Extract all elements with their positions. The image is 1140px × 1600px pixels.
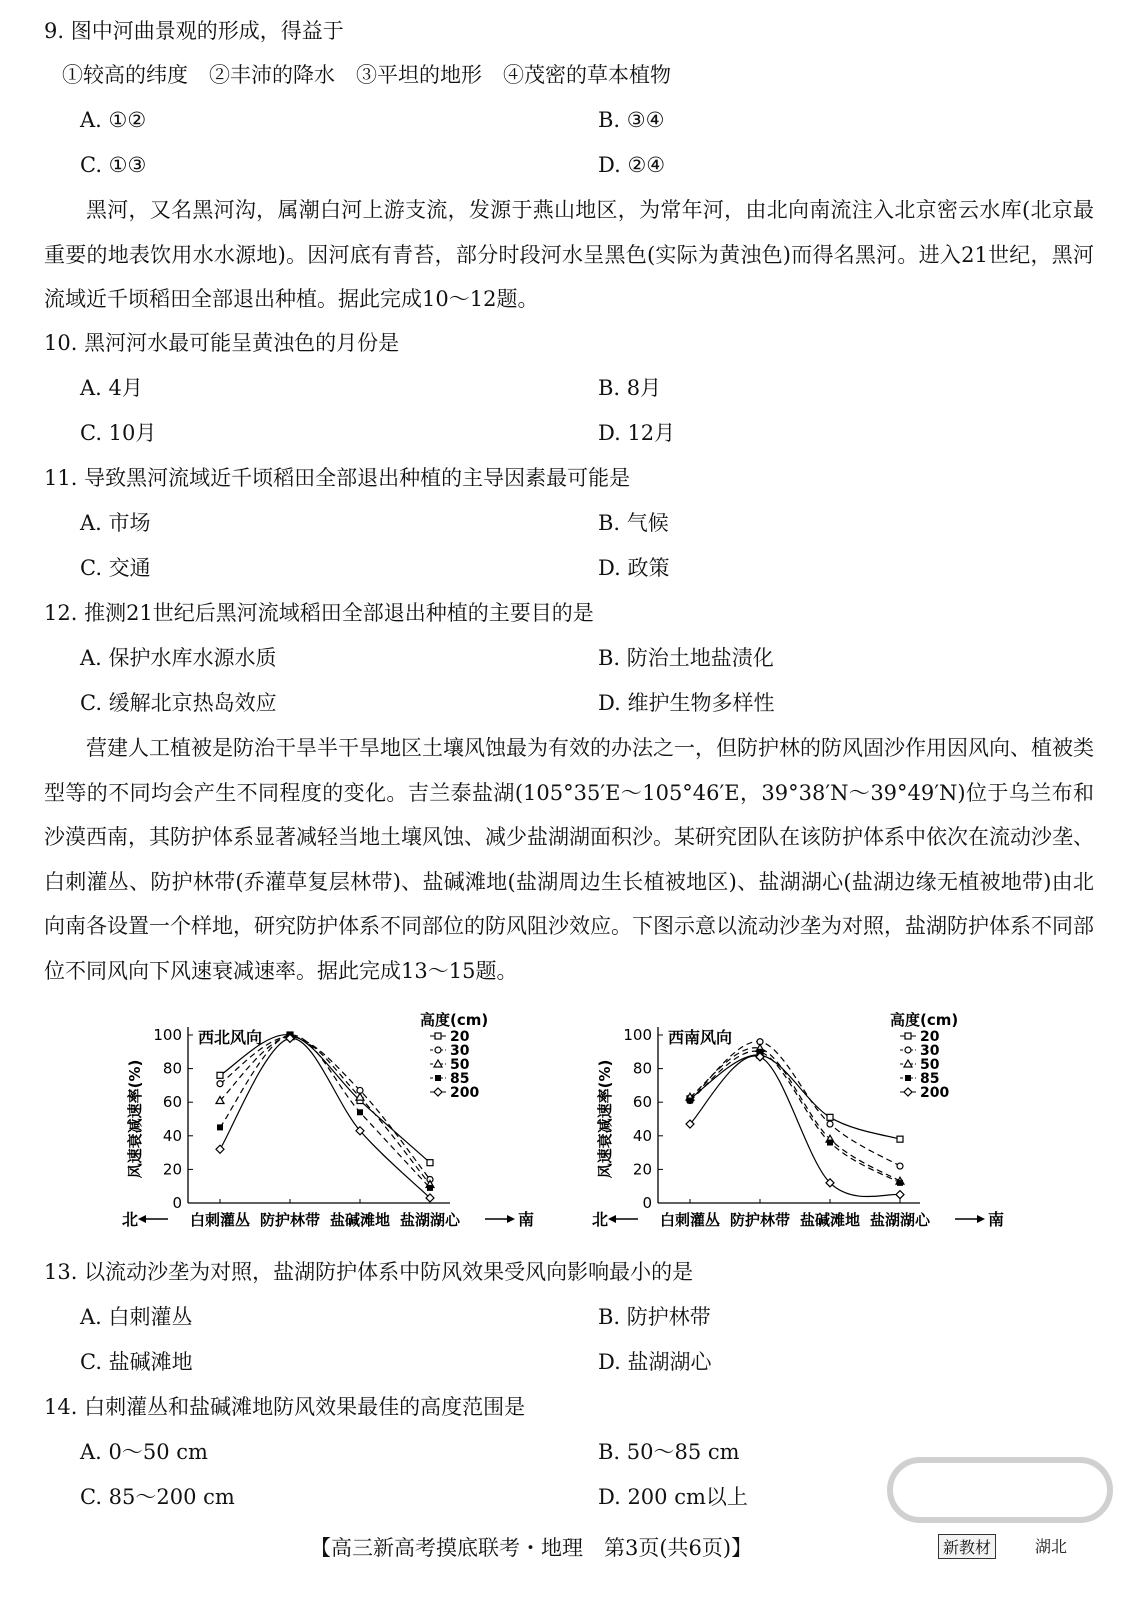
north-arrow-head — [608, 1215, 616, 1223]
legend-title: 高度(cm) — [890, 1011, 959, 1029]
q13-option-a: A. 白刺灌丛 — [80, 1305, 193, 1329]
q12-option-d: D. 维护生物多样性 — [598, 691, 775, 715]
q9-option-b: B. ③④ — [598, 108, 665, 132]
q11-stem: 11. 导致黑河流域近千顷稻田全部退出种植的主导因素最可能是 — [44, 466, 631, 490]
q9-option-a: A. ①② — [80, 108, 147, 132]
north-label: 北 — [122, 1210, 139, 1229]
q13-option-d: D. 盐湖湖心 — [598, 1350, 712, 1374]
x-tick-label: 盐碱滩地 — [799, 1211, 861, 1229]
chart-title: 西北风向 — [198, 1028, 263, 1047]
south-label: 南 — [988, 1210, 1005, 1229]
q11-option-c: C. 交通 — [80, 556, 151, 580]
q14-option-d: D. 200 cm以上 — [598, 1485, 748, 1509]
q11-option-d: D. 政策 — [598, 556, 670, 580]
x-tick-label: 白刺灌丛 — [189, 1211, 251, 1229]
legend-marker — [435, 1033, 441, 1039]
legend-label-30: 30 — [920, 1043, 940, 1059]
legend-label-85: 85 — [450, 1071, 470, 1087]
data-point-30 — [827, 1121, 833, 1127]
q10-option-a: A. 4月 — [80, 376, 143, 400]
legend-label-200: 200 — [920, 1085, 950, 1101]
series-line-85 — [690, 1051, 900, 1183]
legend-marker — [905, 1075, 911, 1081]
y-tick-label: 60 — [162, 1093, 182, 1112]
legend-label-30: 30 — [450, 1043, 470, 1059]
data-point-20 — [827, 1114, 833, 1120]
x-tick-label: 防护林带 — [259, 1211, 321, 1229]
q11-option-b: B. 气候 — [598, 511, 669, 535]
q10-option-d: D. 12月 — [598, 421, 676, 445]
south-arrow-head — [507, 1215, 515, 1223]
chart-group — [592, 1011, 1004, 1229]
series-line-85 — [220, 1035, 430, 1188]
data-point-200 — [896, 1191, 904, 1199]
y-tick-label: 100 — [623, 1026, 652, 1044]
page-footer: 【高三新高考摸底联考・地理 第3页(共6页)】 — [310, 1536, 753, 1560]
legend-label-20: 20 — [920, 1029, 940, 1045]
q9-option-c: C. ①③ — [80, 153, 147, 177]
south-arrow-head — [977, 1215, 985, 1223]
data-point-30 — [897, 1163, 903, 1169]
y-tick-label: 0 — [172, 1194, 182, 1212]
y-tick-label: 40 — [632, 1126, 652, 1145]
q13-stem: 13. 以流动沙垄为对照，盐湖防护体系中防风效果受风向影响最小的是 — [44, 1260, 694, 1284]
y-tick-label: 20 — [632, 1160, 652, 1179]
chart-group — [122, 1011, 534, 1229]
data-point-20 — [897, 1136, 903, 1142]
legend-label-85: 85 — [920, 1071, 940, 1087]
q10-stem: 10. 黑河河水最可能呈黄浊色的月份是 — [44, 331, 400, 355]
chart-northwest-wind — [120, 1005, 540, 1240]
south-label: 南 — [518, 1210, 535, 1229]
x-tick-label: 防护林带 — [729, 1211, 791, 1229]
q11-option-a: A. 市场 — [80, 511, 151, 535]
chart-southwest-svg — [590, 1005, 1010, 1235]
chart-southwest-wind — [590, 1005, 1010, 1240]
y-tick-label: 60 — [632, 1093, 652, 1112]
q9-option-d: D. ②④ — [598, 153, 666, 177]
q14-stem: 14. 白刺灌丛和盐碱滩地防风效果最佳的高度范围是 — [44, 1395, 526, 1419]
q14-option-a: A. 0～50 cm — [80, 1440, 208, 1464]
y-tick-label: 80 — [632, 1059, 652, 1078]
data-point-85 — [217, 1124, 223, 1130]
legend-marker — [434, 1088, 442, 1096]
legend-marker — [435, 1047, 441, 1053]
legend-label-50: 50 — [450, 1057, 470, 1073]
q14-option-b: B. 50～85 cm — [598, 1440, 740, 1464]
q12-option-c: C. 缓解北京热岛效应 — [80, 691, 277, 715]
q13-option-b: B. 防护林带 — [598, 1305, 711, 1329]
series-line-50 — [220, 1037, 430, 1185]
chart-title: 西南风向 — [668, 1028, 733, 1047]
x-tick-label: 盐湖湖心 — [399, 1211, 461, 1229]
x-tick-label: 盐湖湖心 — [869, 1211, 931, 1229]
y-tick-label: 80 — [162, 1059, 182, 1078]
passage-heihe: 黑河，又名黑河沟，属潮白河上游支流，发源于燕山地区，为常年河，由北向南流注入北京密云水库(北京最重要的地表饮用水水源地)。因河底有青苔，部分时段河水呈黑色(实际为黄浊色)而得名黑河。进入21世纪，黑河流域近千顷稻田全部退出种植。据此完成10～12题。 — [44, 198, 1094, 311]
y-tick-label: 20 — [162, 1160, 182, 1179]
series-line-20 — [690, 1055, 900, 1139]
data-point-30 — [217, 1081, 223, 1087]
data-point-200 — [216, 1145, 224, 1153]
legend-marker — [904, 1088, 912, 1096]
legend-marker — [905, 1033, 911, 1039]
legend-label-50: 50 — [920, 1057, 940, 1073]
x-tick-label: 盐碱滩地 — [329, 1211, 391, 1229]
q14-option-c: C. 85～200 cm — [80, 1485, 235, 1509]
y-axis-label: 风速衰减速率(%) — [126, 1059, 144, 1179]
q9-items: ①较高的纬度 ②丰沛的降水 ③平坦的地形 ④茂密的草本植物 — [62, 63, 671, 87]
series-line-30 — [690, 1042, 900, 1167]
chart-northwest-svg — [120, 1005, 540, 1235]
legend-marker — [435, 1075, 441, 1081]
y-axis-label: 风速衰减速率(%) — [596, 1059, 614, 1179]
x-tick-label: 白刺灌丛 — [659, 1211, 721, 1229]
badge-region: 湖北 — [1035, 1537, 1068, 1556]
badge-new-textbook: 新教材 — [938, 1534, 996, 1559]
data-point-85 — [357, 1109, 363, 1115]
q13-option-c: C. 盐碱滩地 — [80, 1350, 193, 1374]
watermark-logo — [880, 1450, 1120, 1530]
y-tick-label: 100 — [153, 1026, 182, 1044]
north-label: 北 — [592, 1210, 609, 1229]
q10-option-c: C. 10月 — [80, 421, 157, 445]
legend-marker — [905, 1047, 911, 1053]
passage-jilantai: 营建人工植被是防治干旱半干旱地区土壤风蚀最为有效的办法之一，但防护林的防风固沙作用因风向、植被类型等的不同均会产生不同程度的变化。吉兰泰盐湖(105°35′E～105°46′E，39°38′N～39°49′N)位于乌兰布和沙漠西南，其防护体系显著减轻当地土壤风蚀、减少盐湖湖面积沙。某研究团队在该防护体系中依次在流动沙垄、白刺灌丛、防护林带(乔灌草复层林带)、盐碱滩地(盐湖周边生长植被地区)、盐湖湖心(盐湖边缘无植被地带)由北向南各设置一个样地，研究防护体系不同部位的防风阻沙效应。下图示意以流动沙垄为对照，盐湖防护体系不同部位不同风向下风速衰减速率。据此完成13～15题。 — [44, 736, 1094, 983]
y-tick-label: 0 — [642, 1194, 652, 1212]
legend-title: 高度(cm) — [420, 1011, 489, 1029]
data-point-20 — [427, 1160, 433, 1166]
q12-option-b: B. 防治土地盐渍化 — [598, 646, 774, 670]
q12-stem: 12. 推测21世纪后黑河流域稻田全部退出种植的主要目的是 — [44, 601, 594, 625]
legend-label-200: 200 — [450, 1085, 480, 1101]
north-arrow-head — [138, 1215, 146, 1223]
data-point-85 — [827, 1140, 833, 1146]
q9-stem: 9. 图中河曲景观的形成，得益于 — [44, 19, 344, 43]
legend-label-20: 20 — [450, 1029, 470, 1045]
y-tick-label: 40 — [162, 1126, 182, 1145]
q12-option-a: A. 保护水库水源水质 — [80, 646, 277, 670]
q10-option-b: B. 8月 — [598, 376, 662, 400]
data-point-85 — [897, 1180, 903, 1186]
data-point-85 — [687, 1098, 693, 1104]
data-point-20 — [217, 1072, 223, 1078]
series-line-30 — [220, 1037, 430, 1180]
data-point-85 — [427, 1185, 433, 1191]
